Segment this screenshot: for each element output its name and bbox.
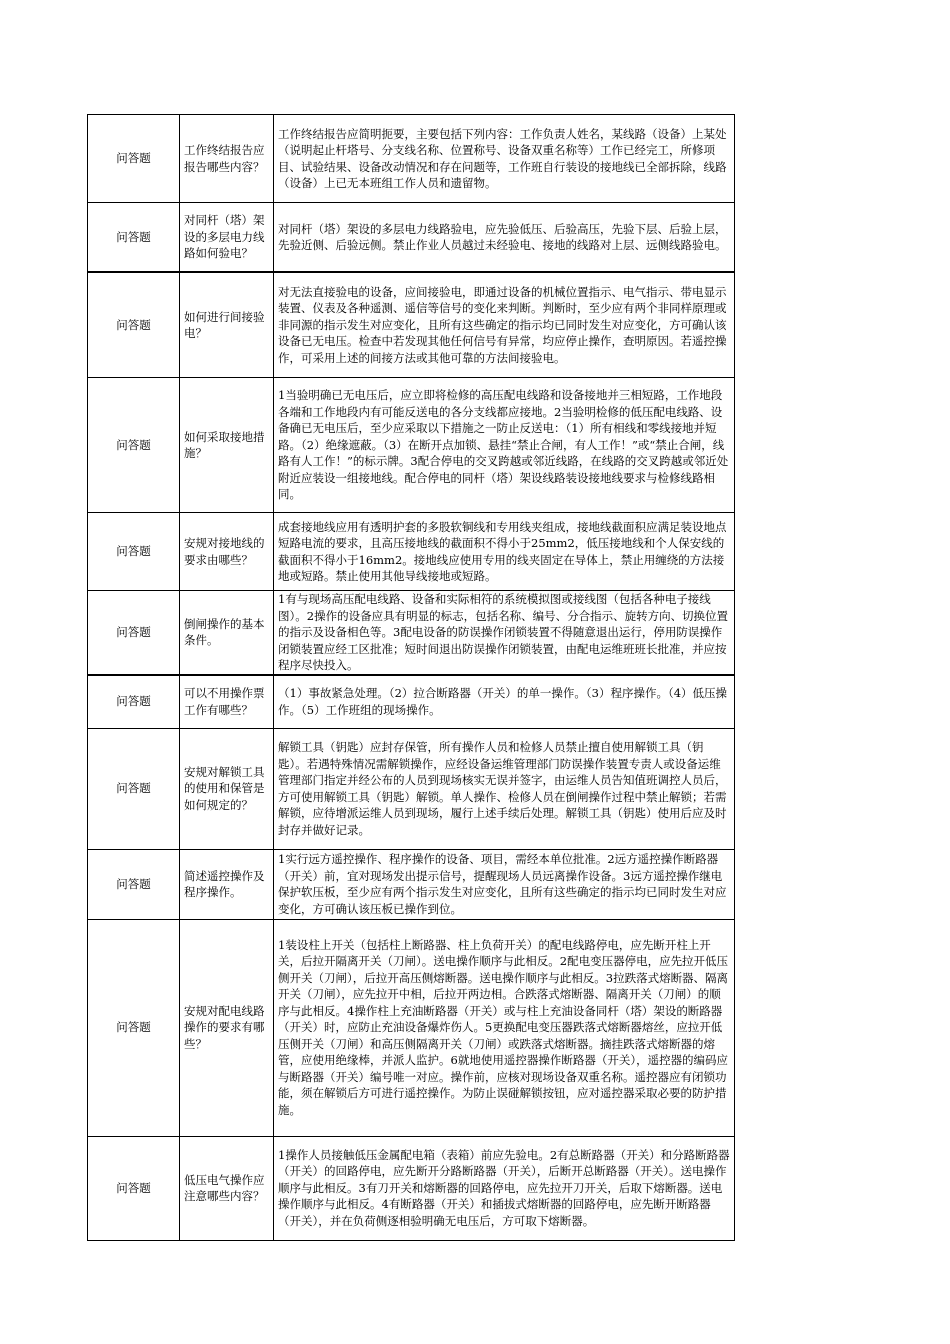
answer-cell: 工作终结报告应简明扼要，主要包括下列内容：工作负责人姓名，某线路（设备）上某处（说明起止杆塔号、分支线名称、位置称号、设备双重名称等）工作已经完工，所修项目、试验结果、设备改动情况和存在问题等，工作班自行装设的接地线已全部拆除，线路（设备）上已无本班组工作人员和遗留物。 bbox=[274, 115, 735, 203]
question-type-cell: 问答题 bbox=[88, 849, 180, 919]
question-cell: 可以不用操作票工作有哪些？ bbox=[180, 675, 274, 729]
question-cell: 安规对接地线的要求由哪些？ bbox=[180, 513, 274, 591]
question-type-cell: 问答题 bbox=[88, 272, 180, 378]
table-row bbox=[88, 513, 735, 591]
question-cell: 安规对解锁工具的使用和保管是如何规定的？ bbox=[180, 728, 274, 849]
answer-cell: 1有与现场高压配电线路、设备和实际相符的系统模拟图或接线图（包括各种电子接线图）。2操作的设备应具有明显的标志，包括名称、编号、分合指示、旋转方向、切换位置的指示及设备相色等。3配电设备的防误操作闭锁装置不得随意退出运行，停用防误操作闭锁装置应经工区批准；短时间退出防误操作闭锁装置，由配电运维班班长批准，并应按程序尽快投入。 bbox=[274, 591, 735, 675]
table-row bbox=[88, 849, 735, 919]
question-type-cell: 问答题 bbox=[88, 591, 180, 675]
table-row bbox=[88, 203, 735, 273]
answer-cell: （1）事故紧急处理。（2）拉合断路器（开关）的单一操作。（3）程序操作。（4）低压操作。（5）工作班组的现场操作。 bbox=[274, 675, 735, 729]
table-row bbox=[88, 591, 735, 675]
answer-cell: 对无法直接验电的设备，应间接验电，即通过设备的机械位置指示、电气指示、带电显示装置、仪表及各种遥测、遥信等信号的变化来判断。判断时，至少应有两个非同样原理或非同源的指示发生对应变化，且所有这些确定的指示均已同时发生对应变化，方可确认该设备已无电压。检查中若发现其他任何信号有异常，均应停止操作，查明原因。若遥控操作，可采用上述的间接方法或其他可靠的方法间接验电。 bbox=[274, 272, 735, 378]
question-cell: 安规对配电线路操作的要求有哪些？ bbox=[180, 919, 274, 1136]
qa-table bbox=[87, 114, 735, 1241]
table-row bbox=[88, 378, 735, 513]
question-type-cell: 问答题 bbox=[88, 675, 180, 729]
answer-cell: 解锁工具（钥匙）应封存保管，所有操作人员和检修人员禁止擅自使用解锁工具（钥匙）。若遇特殊情况需解锁操作，应经设备运维管理部门防误操作装置专责人或设备运维管理部门指定并经公布的人员到现场核实无误并签字，由运维人员告知值班调控人员后，方可使用解锁工具（钥匙）解锁。单人操作、检修人员在倒闸操作过程中禁止解锁；若需解锁，应待增派运维人员到现场，履行上述手续后处理。解锁工具（钥匙）使用后应及时封存并做好记录。 bbox=[274, 728, 735, 849]
table-row bbox=[88, 115, 735, 203]
question-type-cell: 问答题 bbox=[88, 203, 180, 273]
question-cell: 对同杆（塔）架设的多层电力线路如何验电？ bbox=[180, 203, 274, 273]
table-row bbox=[88, 272, 735, 378]
question-type-cell: 问答题 bbox=[88, 378, 180, 513]
answer-cell: 对同杆（塔）架设的多层电力线路验电，应先验低压、后验高压，先验下层、后验上层，先验近侧、后验远侧。禁止作业人员越过未经验电、接地的线路对上层、远侧线路验电。 bbox=[274, 203, 735, 273]
question-cell: 简述遥控操作及程序操作。 bbox=[180, 849, 274, 919]
answer-cell: 成套接地线应用有透明护套的多股软铜线和专用线夹组成，接地线截面积应满足装设地点短路电流的要求，且高压接地线的截面积不得小于25mm2，低压接地线和个人保安线的截面积不得小于16mm2。接地线应使用专用的线夹固定在导体上，禁止用缠绕的方法接地或短路。禁止使用其他导线接地或短路。 bbox=[274, 513, 735, 591]
question-cell: 如何进行间接验电？ bbox=[180, 272, 274, 378]
table-row bbox=[88, 728, 735, 849]
table-row bbox=[88, 919, 735, 1136]
question-cell: 工作终结报告应报告哪些内容？ bbox=[180, 115, 274, 203]
question-type-cell: 问答题 bbox=[88, 513, 180, 591]
question-type-cell: 问答题 bbox=[88, 728, 180, 849]
question-type-cell: 问答题 bbox=[88, 115, 180, 203]
table-row bbox=[88, 675, 735, 729]
table-row bbox=[88, 1136, 735, 1240]
answer-cell: 1装设柱上开关（包括柱上断路器、柱上负荷开关）的配电线路停电，应先断开柱上开关，后拉开隔离开关（刀闸）。送电操作顺序与此相反。2配电变压器停电，应先拉开低压侧开关（刀闸），后拉开高压侧熔断器。送电操作顺序与此相反。3拉跌落式熔断器、隔离开关（刀闸），应先拉开中相，后拉开两边相。合跌落式熔断器、隔离开关（刀闸）的顺序与此相反。4操作柱上充油断路器（开关）或与柱上充油设备同杆（塔）架设的断路器（开关）时，应防止充油设备爆炸伤人。5更换配电变压器跌落式熔断器熔丝，应拉开低压侧开关（刀闸）和高压侧隔离开关（刀闸）或跌落式熔断器。摘挂跌落式熔断器的熔管，应使用绝缘棒，并派人监护。6就地使用遥控器操作断路器（开关），遥控器的编码应与断路器（开关）编号唯一对应。操作前，应核对现场设备双重名称。遥控器应有闭锁功能，须在解锁后方可进行遥控操作。为防止误碰解锁按钮，应对遥控器采取必要的防护措施。 bbox=[274, 919, 735, 1136]
question-cell: 倒闸操作的基本条件。 bbox=[180, 591, 274, 675]
question-type-cell: 问答题 bbox=[88, 919, 180, 1136]
answer-cell: 1当验明确已无电压后，应立即将检修的高压配电线路和设备接地并三相短路，工作地段各端和工作地段内有可能反送电的各分支线都应接地。2当验明检修的低压配电线路、设备确已无电压后，至少应采取以下措施之一防止反送电：（1）所有相线和零线接地并短路。（2）绝缘遮蔽。（3）在断开点加锁、悬挂“禁止合闸，有人工作！”或“禁止合闸，线路有人工作！”的标示牌。3配合停电的交叉跨越或邻近线路，在线路的交叉跨越或邻近处附近应装设一组接地线。配合停电的同杆（塔）架设线路装设接地线要求与检修线路相同。 bbox=[274, 378, 735, 513]
question-cell: 如何采取接地措施？ bbox=[180, 378, 274, 513]
answer-cell: 1实行远方遥控操作、程序操作的设备、项目，需经本单位批准。2远方遥控操作断路器（开关）前，宜对现场发出提示信号，提醒现场人员远离操作设备。3远方遥控操作继电保护软压板，至少应有两个指示发生对应变化，且所有这些确定的指示均已同时发生对应变化，方可确认该压板已操作到位。 bbox=[274, 849, 735, 919]
question-cell: 低压电气操作应注意哪些内容？ bbox=[180, 1136, 274, 1240]
question-type-cell: 问答题 bbox=[88, 1136, 180, 1240]
answer-cell: 1操作人员接触低压金属配电箱（表箱）前应先验电。2有总断路器（开关）和分路断路器（开关）的回路停电，应先断开分路断路器（开关），后断开总断路器（开关）。送电操作顺序与此相反。3有刀开关和熔断器的回路停电，应先拉开刀开关，后取下熔断器。送电操作顺序与此相反。4有断路器（开关）和插拔式熔断器的回路停电，应先断开断路器（开关），并在负荷侧逐相验明确无电压后，方可取下熔断器。 bbox=[274, 1136, 735, 1240]
